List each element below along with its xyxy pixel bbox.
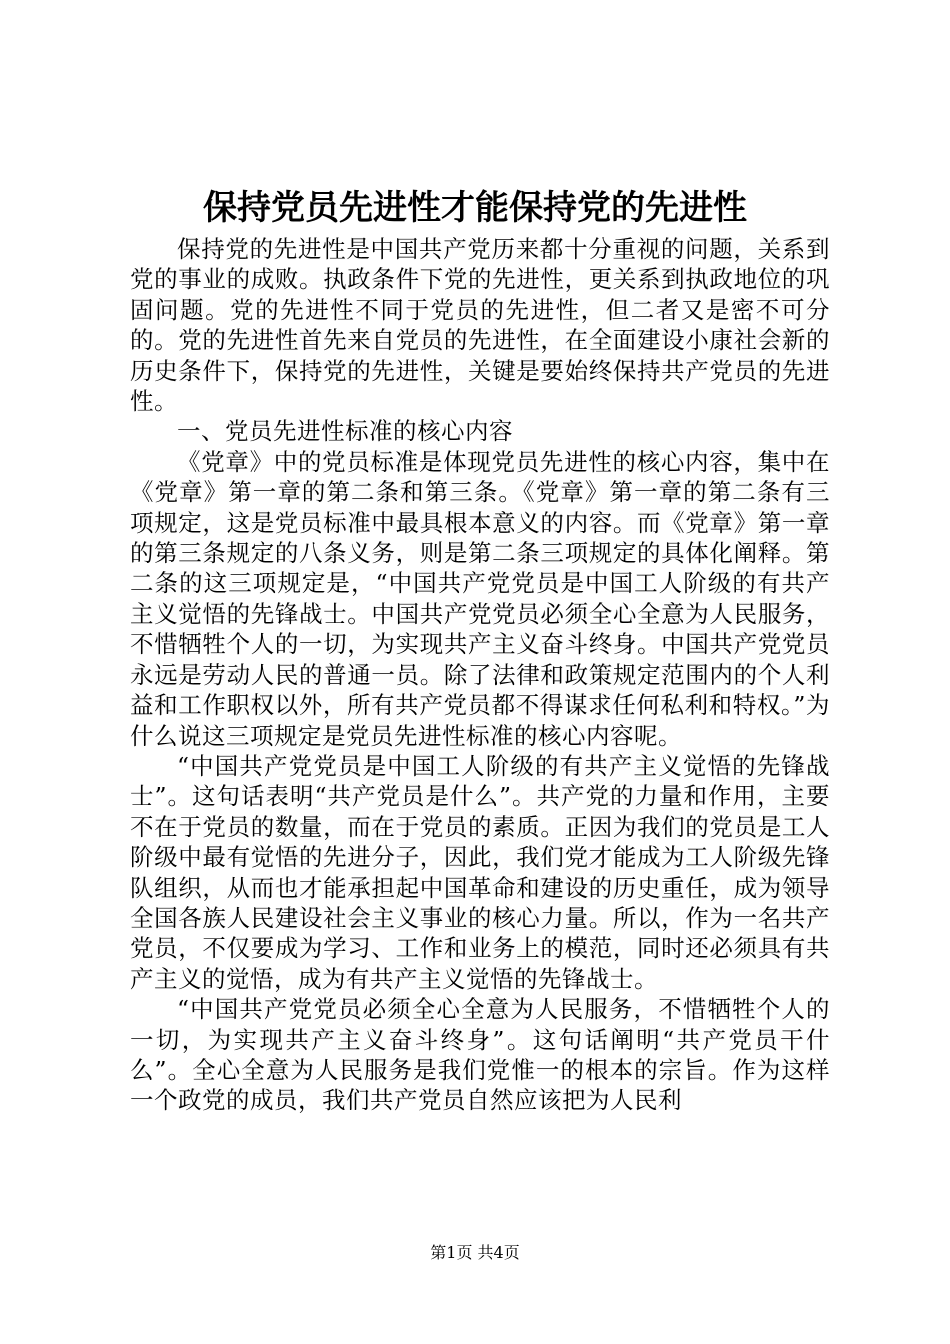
intro-paragraph: 保持党的先进性是中国共产党历来都十分重视的问题，关系到党的事业的成败。执政条件下党的先进性，更关系到执政地位的巩固问题。党的先进性不同于党员的先进性，但二者又是密不可分的。党的先进性首先来自党员的先进性，在全面建设小康社会新的历史条件下，保持党的先进性，关键是要始终保持共产党员的先进性。 [130,235,830,416]
body-paragraph: “中国共产党党员必须全心全意为人民服务，不惜牺牲个人的一切，为实现共产主义奋斗终身”。这句话阐明“共产党员干什么”。全心全意为人民服务是我们党惟一的根本的宗旨。作为这样一个政党的成员，我们共产党员自然应该把为人民利 [130,995,830,1115]
body-paragraph: “中国共产党党员是中国工人阶级的有共产主义觉悟的先锋战士”。这句话表明“共产党员是什么”。共产党的力量和作用，主要不在于党员的数量，而在于党员的素质。正因为我们的党员是工人阶级中最有觉悟的先进分子，因此，我们党才能成为工人阶级先锋队组织，从而也才能承担起中国革命和建设的历史重任，成为领导全国各族人民建设社会主义事业的核心力量。所以，作为一名共产党员，不仅要成为学习、工作和业务上的模范，同时还必须具有共产主义的觉悟，成为有共产主义觉悟的先锋战士。 [130,751,830,993]
section-heading: 一、党员先进性标准的核心内容 [177,417,513,446]
document-title: 保持党员先进性才能保持党的先进性 [203,188,747,228]
document-body [130,234,830,1116]
page-footer: 第1页 共4页 [430,1243,520,1262]
body-paragraph: 《党章》中的党员标准是体现党员先进性的核心内容，集中在《党章》第一章的第二条和第三条。《党章》第一章的第二条有三项规定，这是党员标准中最具根本意义的内容。而《党章》第一章的第三条规定的八条义务，则是第二条三项规定的具体化阐释。第二条的这三项规定是，“中国共产党党员是中国工人阶级的有共产主义觉悟的先锋战士。中国共产党党员必须全心全意为人民服务，不惜牺牲个人的一切，为实现共产主义奋斗终身。中国共产党党员永远是劳动人民的普通一员。除了法律和政策规定范围内的个人利益和工作职权以外，所有共产党员都不得谋求任何私利和特权。”为什么说这三项规定是党员先进性标准的核心内容呢。 [130,447,830,750]
